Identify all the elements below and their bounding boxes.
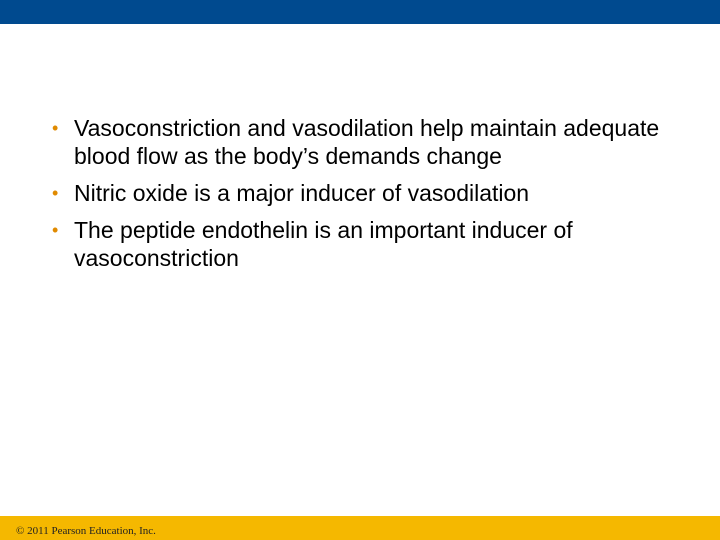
bullet-marker: • [52,183,59,203]
footer-bar [0,516,720,540]
bullet-item [52,179,702,207]
bullet-text: Vasoconstriction and vasodilation help maintain adequate blood flow as the body’s demands change [74,115,660,169]
bullet-item [52,216,702,272]
bullet-marker: • [52,118,59,138]
bullet-marker: • [52,220,59,240]
bullet-text: Nitric oxide is a major inducer of vasodilation [74,180,530,206]
bullet-list [52,114,702,281]
bullet-item [52,114,702,170]
top-accent-bar [0,0,720,24]
copyright-notice: © 2011 Pearson Education, Inc. [16,525,156,537]
bullet-text: The peptide endothelin is an important inducer of vasoconstriction [74,217,573,271]
